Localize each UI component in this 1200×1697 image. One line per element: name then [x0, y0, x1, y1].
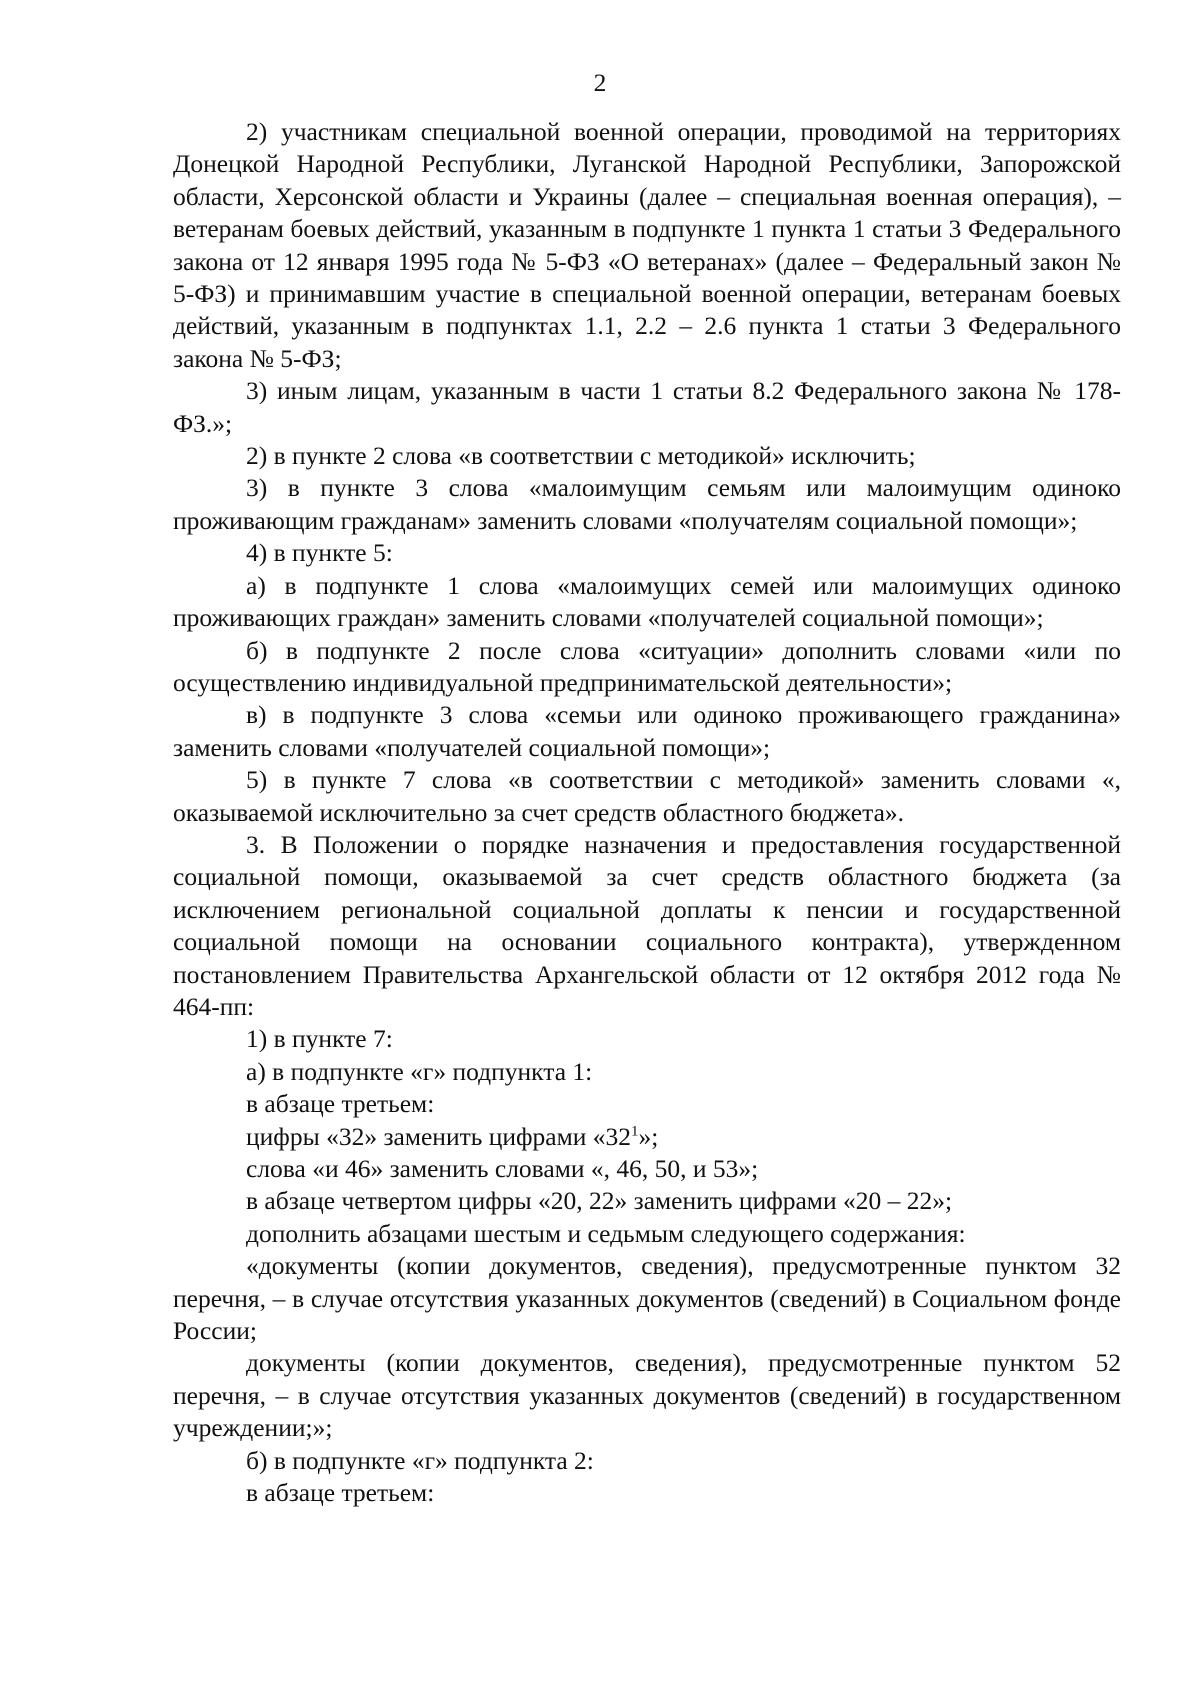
- paragraph-documents-point-52: документы (копии документов, сведения), предусмотренные пунктом 52 перечня, – в случае отсутствия указанных документов (сведений) в государственном учреждении;»;: [173, 1348, 1121, 1443]
- paragraph-subitem-g-1-heading: а) в подпункте «г» подпункта 1:: [246, 1056, 593, 1086]
- paragraph-third-paragraph-heading: в абзаце третьем:: [246, 1089, 435, 1119]
- paragraph-item-2-svo-participants: 2) участникам специальной военной операции, проводимой на территориях Донецкой Народной Республики, Луганской Народной Республики, Запорожской области, Херсонской области и Украины (далее – специальная военная операция), – ветеранам боевых действий, указанным в подпункте 1 пункта 1 статьи 3 Федерального закона от 12 января 1995 года № 5-ФЗ «О ветеранах» (далее – Федеральный закон № 5-ФЗ) и принимавшим участие в специальной военной операции, ветеранам боевых действий, указанным в подпунктах 1.1, 2.2 – 2.6 пункта 1 статьи 3 Федерального закона № 5-ФЗ;: [173, 117, 1121, 373]
- paragraph-point-5-subitem-v: в) в подпункте 3 слова «семьи или одиноко проживающего гражданина» заменить словами «получателей социальной помощи»;: [173, 700, 1121, 762]
- paragraph-digits-replacement: [173, 1121, 1121, 1153]
- document-body: [173, 116, 1121, 1509]
- paragraph-point-7-heading: 1) в пункте 7:: [246, 1024, 393, 1054]
- digits-text-before: цифры «32» заменить цифрами «32: [246, 1121, 632, 1151]
- digits-text-after: »;: [638, 1121, 659, 1151]
- paragraph-words-replacement: слова «и 46» заменить словами «, 46, 50, и 53»;: [246, 1154, 759, 1183]
- paragraph-add-paragraphs-heading: дополнить абзацами шестым и седьмым следующего содержания:: [246, 1218, 966, 1248]
- paragraph-subitem-g-2-heading: б) в подпункте «г» подпункта 2:: [246, 1445, 594, 1475]
- page-number: 2: [593, 68, 607, 97]
- superscript-number: 1: [631, 1123, 639, 1140]
- paragraph-point-5-subitem-a: а) в подпункте 1 слова «малоимущих семей или малоимущих одиноко проживающих граждан» заменить словами «получателей социальной помощи»;: [173, 570, 1121, 633]
- paragraph-section-3-regulation: 3. В Положении о порядке назначения и предоставления государственной социальной помощи, оказываемой за счет средств областного бюджета (за исключением региональной социальной доплаты к пенсии и государственной социальной помощи на основании социального контракта), утвержденном постановлением Правительства Архангельской области от 12 октября 2012 года № 464-пп:: [173, 829, 1121, 1021]
- paragraph-point-2-amendment: 2) в пункте 2 слова «в соответствии с методикой» исключить;: [246, 441, 916, 471]
- paragraph-point-5-subitem-b: б) в подпункте 2 после слова «ситуации» дополнить словами «или по осуществлению индивидуальной предпринимательской деятельности»;: [173, 635, 1121, 697]
- paragraph-documents-point-32: «документы (копии документов, сведения), предусмотренные пунктом 32 перечня, – в случае отсутствия указанных документов (сведений) в Социальном фонде России;: [173, 1251, 1121, 1346]
- paragraph-fourth-paragraph-amendment: в абзаце четвертом цифры «20, 22» заменить цифрами «20 – 22»;: [246, 1186, 953, 1216]
- paragraph-point-7-amendment: 5) в пункте 7 слова «в соответствии с методикой» заменить словами «, оказываемой исключительно за счет средств областного бюджета».: [173, 765, 1121, 827]
- paragraph-point-3-amendment: 3) в пункте 3 слова «малоимущим семьям или малоимущим одиноко проживающим гражданам» заменить словами «получателям социальной помощи»;: [173, 473, 1121, 535]
- paragraph-item-3-other-persons: 3) иным лицам, указанным в части 1 статьи 8.2 Федерального закона № 178-ФЗ.»;: [173, 376, 1121, 438]
- paragraph-third-paragraph-heading-2: в абзаце третьем:: [246, 1478, 435, 1508]
- paragraph-point-5-heading: 4) в пункте 5:: [246, 538, 393, 568]
